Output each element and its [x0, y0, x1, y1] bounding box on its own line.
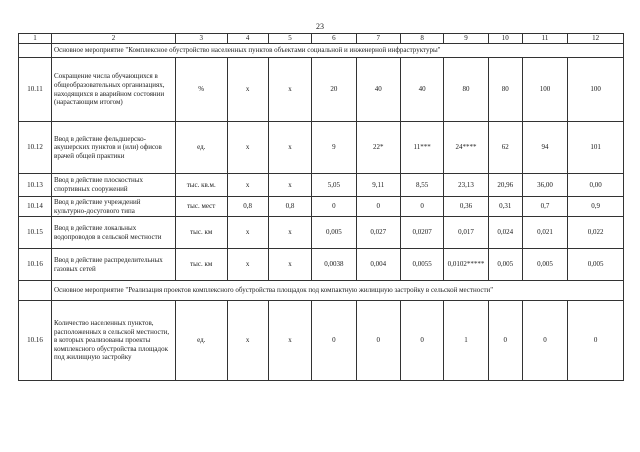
indicator-name: Сокращение числа обучающихся в общеобразовательных организациях, находящихся в аварийном состоянии (нарастающим итогом) — [52, 58, 176, 122]
row-number: 10.14 — [19, 197, 52, 217]
section-row — [19, 281, 624, 301]
value-cell: 0,0055 — [400, 249, 443, 281]
column-header: 3 — [175, 34, 227, 44]
value-cell: 0,017 — [444, 217, 488, 249]
indicator-name: Ввод в действие локальных водопроводов в сельской местности — [52, 217, 176, 249]
value-cell: 0,022 — [568, 217, 624, 249]
value-cell: 0,005 — [488, 249, 522, 281]
column-header: 11 — [522, 34, 567, 44]
value-cell: 0,36 — [444, 197, 488, 217]
section-title: Основное мероприятие "Комплексное обустройство населенных пунктов объектами социальной и инженерной инфраструктуры" — [52, 44, 624, 58]
value-cell: 94 — [522, 122, 567, 174]
value-cell: х — [268, 122, 311, 174]
value-cell: 0 — [568, 301, 624, 381]
section-num-cell — [19, 44, 52, 58]
section-row — [19, 44, 624, 58]
value-cell: х — [227, 249, 268, 281]
table-row — [19, 122, 624, 174]
value-cell: 5,05 — [312, 174, 356, 197]
value-cell: 0,005 — [312, 217, 356, 249]
page-number: 23 — [316, 22, 324, 31]
column-header: 9 — [444, 34, 488, 44]
value-cell: 20,96 — [488, 174, 522, 197]
indicator-name: Количество населенных пунктов, расположенных в сельской местности, в которых реализованы проекты комплексного обустройства площадок под жилищную застройку — [52, 301, 176, 381]
row-number: 10.15 — [19, 217, 52, 249]
value-cell: 0,0038 — [312, 249, 356, 281]
row-number: 10.13 — [19, 174, 52, 197]
value-cell: 0 — [400, 301, 443, 381]
table-row — [19, 197, 624, 217]
value-cell: 0,024 — [488, 217, 522, 249]
column-header: 5 — [268, 34, 311, 44]
row-number: 10.16 — [19, 249, 52, 281]
value-cell: 0,027 — [356, 217, 400, 249]
value-cell: 0,004 — [356, 249, 400, 281]
unit-cell: ед. — [175, 122, 227, 174]
value-cell: 0,7 — [522, 197, 567, 217]
value-cell: 0,0102***** — [444, 249, 488, 281]
indicator-name: Ввод в действие распределительных газовых сетей — [52, 249, 176, 281]
value-cell: 0 — [312, 301, 356, 381]
unit-cell: ед. — [175, 301, 227, 381]
value-cell: 0,005 — [568, 249, 624, 281]
value-cell: 0,9 — [568, 197, 624, 217]
value-cell: 100 — [522, 58, 567, 122]
value-cell: 8,55 — [400, 174, 443, 197]
value-cell: х — [268, 249, 311, 281]
indicator-name: Ввод в действие плоскостных спортивных сооружений — [52, 174, 176, 197]
value-cell: х — [268, 174, 311, 197]
table-row — [19, 217, 624, 249]
value-cell: 40 — [400, 58, 443, 122]
value-cell: 0,021 — [522, 217, 567, 249]
value-cell: 23,13 — [444, 174, 488, 197]
value-cell: х — [227, 217, 268, 249]
value-cell: 9 — [312, 122, 356, 174]
value-cell: 9,11 — [356, 174, 400, 197]
unit-cell: % — [175, 58, 227, 122]
row-number: 10.16 — [19, 301, 52, 381]
unit-cell: тыс. мест — [175, 197, 227, 217]
unit-cell: тыс. км — [175, 249, 227, 281]
column-header: 10 — [488, 34, 522, 44]
table-row — [19, 174, 624, 197]
value-cell: 80 — [488, 58, 522, 122]
value-cell: 0 — [356, 197, 400, 217]
value-cell: х — [268, 301, 311, 381]
value-cell: х — [268, 217, 311, 249]
section-title: Основное мероприятие "Реализация проектов комплексного обустройства площадок под компактную жилищную застройку в сельской местности" — [52, 281, 624, 301]
table-row — [19, 249, 624, 281]
table-row — [19, 58, 624, 122]
value-cell: 0,005 — [522, 249, 567, 281]
value-cell: 0,31 — [488, 197, 522, 217]
value-cell: 0 — [400, 197, 443, 217]
value-cell: 40 — [356, 58, 400, 122]
value-cell: 0,0207 — [400, 217, 443, 249]
value-cell: 101 — [568, 122, 624, 174]
indicator-name: Ввод в действие фельдшерско-акушерских пунктов и (или) офисов врачей общей практики — [52, 122, 176, 174]
row-number: 10.12 — [19, 122, 52, 174]
indicators-table — [18, 33, 624, 381]
section-num-cell — [19, 281, 52, 301]
value-cell: 80 — [444, 58, 488, 122]
indicator-name: Ввод в действие учреждений культурно-досугового типа — [52, 197, 176, 217]
column-header: 2 — [52, 34, 176, 44]
unit-cell: тыс. кв.м. — [175, 174, 227, 197]
value-cell: х — [268, 58, 311, 122]
value-cell: 24**** — [444, 122, 488, 174]
value-cell: 0,00 — [568, 174, 624, 197]
row-number: 10.11 — [19, 58, 52, 122]
column-header: 1 — [19, 34, 52, 44]
column-header: 6 — [312, 34, 356, 44]
table-row — [19, 301, 624, 381]
column-header: 8 — [400, 34, 443, 44]
column-header: 4 — [227, 34, 268, 44]
value-cell: 36,00 — [522, 174, 567, 197]
value-cell: х — [227, 301, 268, 381]
value-cell: 0 — [488, 301, 522, 381]
value-cell: 0 — [356, 301, 400, 381]
column-number-row — [19, 34, 624, 44]
value-cell: 1 — [444, 301, 488, 381]
value-cell: 11*** — [400, 122, 443, 174]
unit-cell: тыс. км — [175, 217, 227, 249]
value-cell: 0,8 — [227, 197, 268, 217]
value-cell: 22* — [356, 122, 400, 174]
value-cell: 0 — [312, 197, 356, 217]
value-cell: 0,8 — [268, 197, 311, 217]
value-cell: 100 — [568, 58, 624, 122]
value-cell: 0 — [522, 301, 567, 381]
value-cell: х — [227, 58, 268, 122]
column-header: 7 — [356, 34, 400, 44]
value-cell: 20 — [312, 58, 356, 122]
value-cell: х — [227, 122, 268, 174]
value-cell: 62 — [488, 122, 522, 174]
value-cell: х — [227, 174, 268, 197]
column-header: 12 — [568, 34, 624, 44]
